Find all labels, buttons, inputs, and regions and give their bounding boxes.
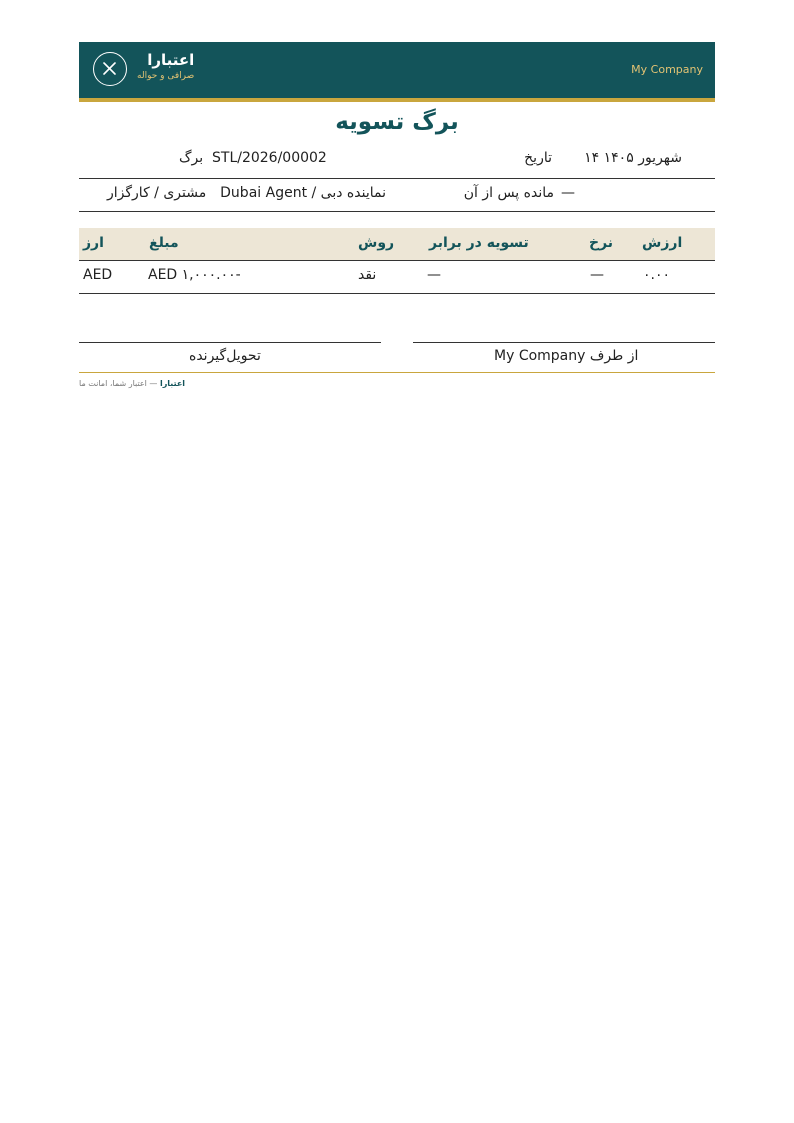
table-row (79, 261, 715, 294)
brand-name: اعتبارا (147, 51, 195, 69)
company-signature-line (413, 342, 715, 343)
footer (79, 379, 715, 388)
cell-amount: AED ۱,۰۰۰.۰۰- (148, 267, 241, 283)
x-circle-icon (93, 52, 127, 86)
receiver-label: تحویل‌گیرنده (189, 348, 261, 364)
receiver-signature-line (79, 342, 381, 343)
balance-label: مانده پس از آن (463, 185, 554, 201)
col-amount: مبلغ (149, 235, 179, 251)
signature-area (79, 294, 715, 372)
cell-value: ۰.۰۰ (643, 267, 671, 283)
col-value: ارزش (642, 235, 683, 251)
col-rate: نرخ (589, 235, 614, 251)
col-against: تسویه در برابر (429, 235, 529, 251)
cell-method: نقد (358, 267, 377, 283)
table-header (79, 228, 715, 261)
party-value: نماینده دبی / Dubai Agent (220, 185, 386, 201)
balance-value: — (561, 185, 575, 201)
info-row-party (79, 179, 715, 212)
company-name: My Company (631, 63, 703, 76)
header-accent-line (79, 98, 715, 102)
col-method: روش (358, 235, 395, 251)
brand-tagline: صرافی و حواله (137, 71, 195, 81)
page-title: برگ تسویه (335, 109, 459, 135)
slip-number: STL/2026/00002 (212, 150, 327, 166)
info-row-slip (79, 140, 715, 179)
col-currency: ارز (83, 235, 104, 251)
company-signature-label: از طرف My Company (494, 348, 639, 364)
cell-against: — (427, 267, 441, 283)
settlement-slip (79, 42, 715, 388)
brand (137, 50, 194, 82)
party-label: مشتری / کارگزار (107, 185, 207, 201)
cell-rate: — (590, 267, 604, 283)
footer-line (79, 372, 715, 373)
cell-currency: AED (83, 267, 113, 283)
date-value: ۱۴ ۱۴۰۵ شهریور (584, 150, 682, 166)
footer-text: — اعتبار شما، امانت ما (79, 379, 158, 388)
header-band (79, 42, 715, 98)
date-label: تاریخ (524, 150, 552, 166)
footer-brand: اعتبارا (159, 379, 186, 388)
slip-label: برگ (179, 150, 204, 166)
